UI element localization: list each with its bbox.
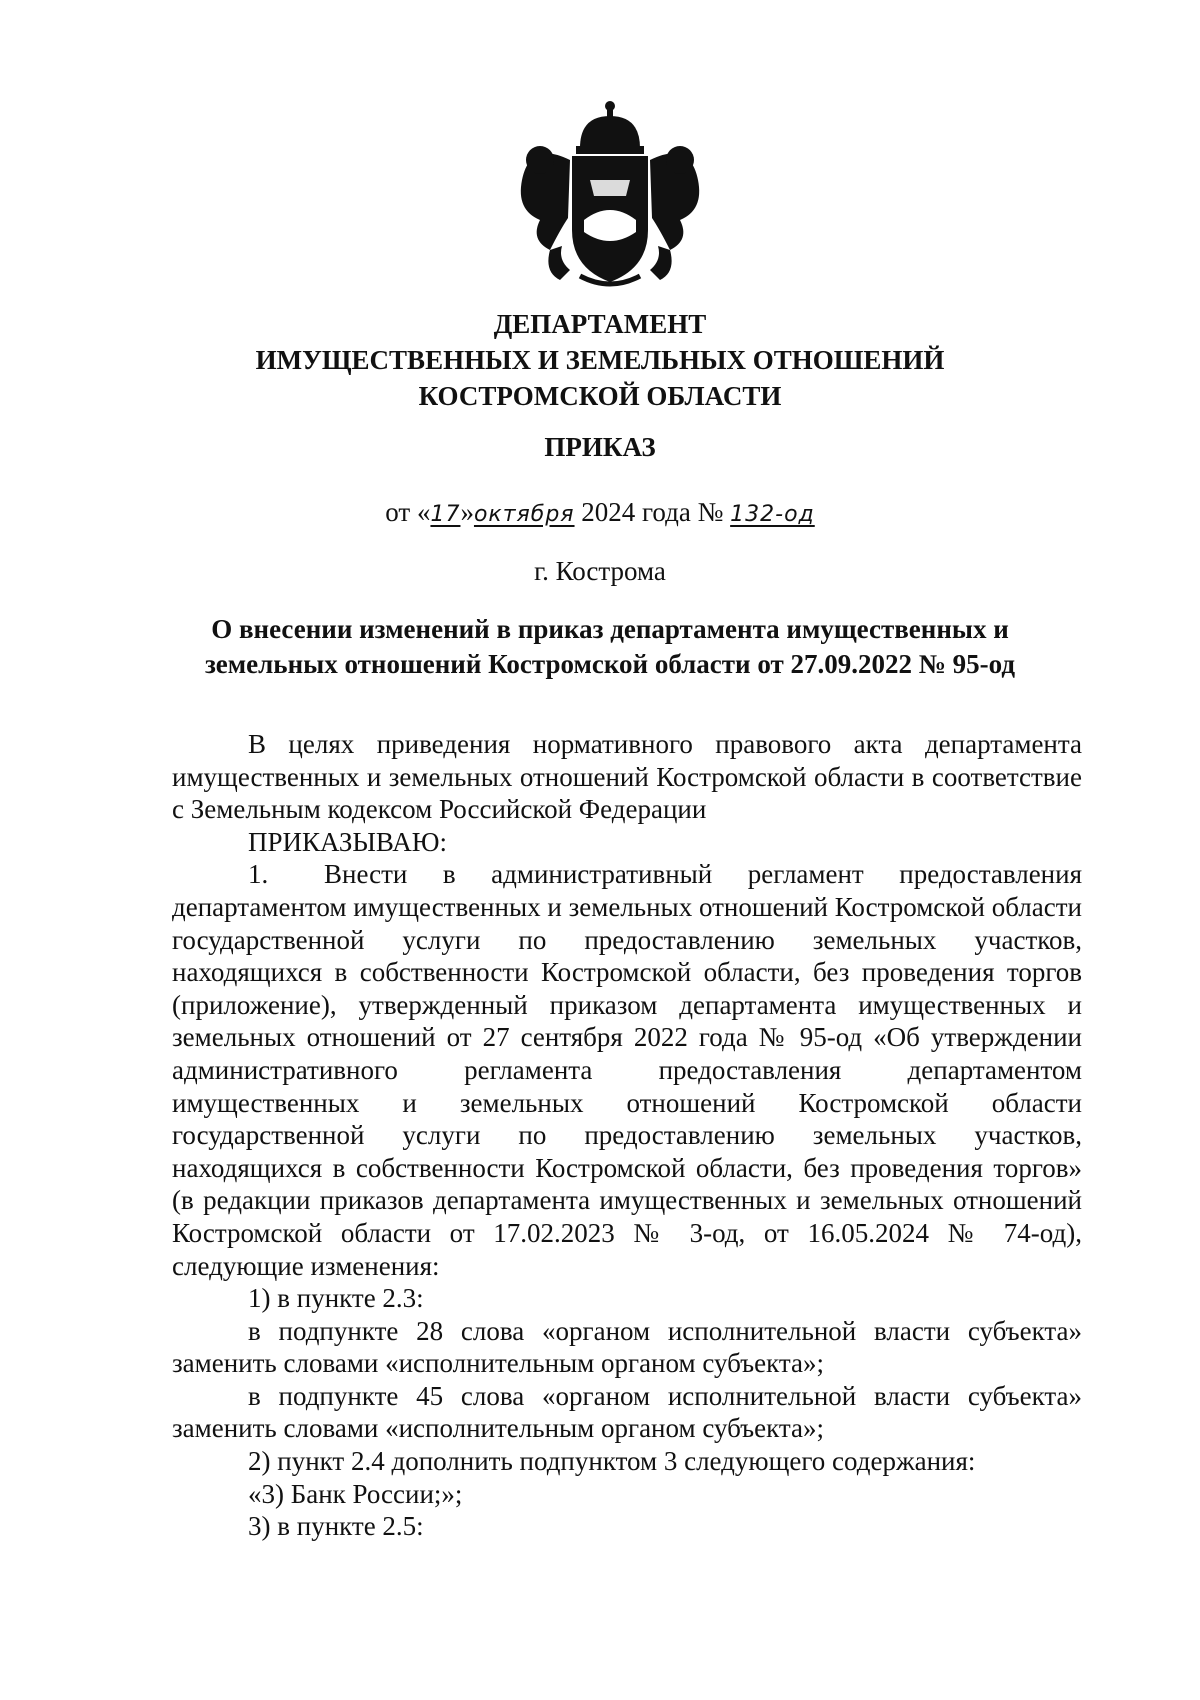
header-line-3: КОСТРОМСКОЙ ОБЛАСТИ <box>418 381 782 411</box>
subitem-3: 3) в пункте 2.5: <box>248 1511 424 1542</box>
header-line-1: ДЕПАРТАМЕНТ <box>493 309 707 339</box>
document-type: ПРИКАЗ <box>544 432 656 462</box>
date-prefix: от « <box>385 497 431 527</box>
item-1-paragraph <box>172 858 1082 1282</box>
subitem-2a: «3) Банк России;»; <box>248 1478 463 1509</box>
department-header <box>0 306 1200 414</box>
document-body <box>172 728 1082 1543</box>
preamble-paragraph: В целях приведения нормативного правового акта департамента имущественных и земельных отношений Костромской области в соответствие с Земельным кодексом Российской Федерации <box>172 729 1082 825</box>
handwritten-day: 17 <box>430 502 461 527</box>
handwritten-month: октября <box>473 502 575 527</box>
order-word: ПРИКАЗЫВАЮ: <box>248 826 447 857</box>
subitem-2: 2) пункт 2.4 дополнить подпунктом 3 следующего содержания: <box>248 1446 976 1477</box>
title-line-1: О внесении изменений в приказ департамента имущественных и <box>211 614 1009 644</box>
date-number-line <box>0 497 1200 528</box>
date-year-text: 2024 года № <box>581 497 724 527</box>
subitem-1: 1) в пункте 2.3: <box>248 1283 424 1314</box>
date-quote-close: » <box>460 497 474 527</box>
kostroma-coat-of-arms-icon <box>510 100 710 290</box>
item-1-number: 1. <box>248 859 269 890</box>
subitem-1b: в подпункте 45 слова «органом исполнительной власти субъекта» заменить словами «исполнительным органом субъекта»; <box>172 1380 1082 1444</box>
header-line-2: ИМУЩЕСТВЕННЫХ И ЗЕМЕЛЬНЫХ ОТНОШЕНИЙ <box>255 345 945 375</box>
document-title <box>190 612 1030 682</box>
title-line-2: земельных отношений Костромской области от 27.09.2022 № 95-од <box>204 649 1016 679</box>
city: г. Кострома <box>534 556 666 586</box>
item-1-text: Внести в административный регламент предоставления департаментом имущественных и земельных отношений Костромской области государственной услуги по предоставлению земельных участков, находящихся в собственности Костромской области, без проведения торгов (приложение), утвержденный приказом департамента имущественных и земельных отношений от 27 сентября 2022 года № 95-од «Об утверждении административного регламента предоставления департаментом имущественных и земельных отношений Костромской области государственной услуги по предоставлению земельных участков, находящихся в собственности Костромской области, без проведения торгов» (в редакции приказов департамента имущественных и земельных отношений Костромской области от 17.02.2023 № 3-од, от 16.05.2024 № 74-од), следующие изменения: <box>172 859 1082 1281</box>
handwritten-number: 132-од <box>730 502 815 527</box>
subitem-1a: в подпункте 28 слова «органом исполнительной власти субъекта» заменить словами «исполнительным органом субъекта»; <box>172 1315 1082 1379</box>
